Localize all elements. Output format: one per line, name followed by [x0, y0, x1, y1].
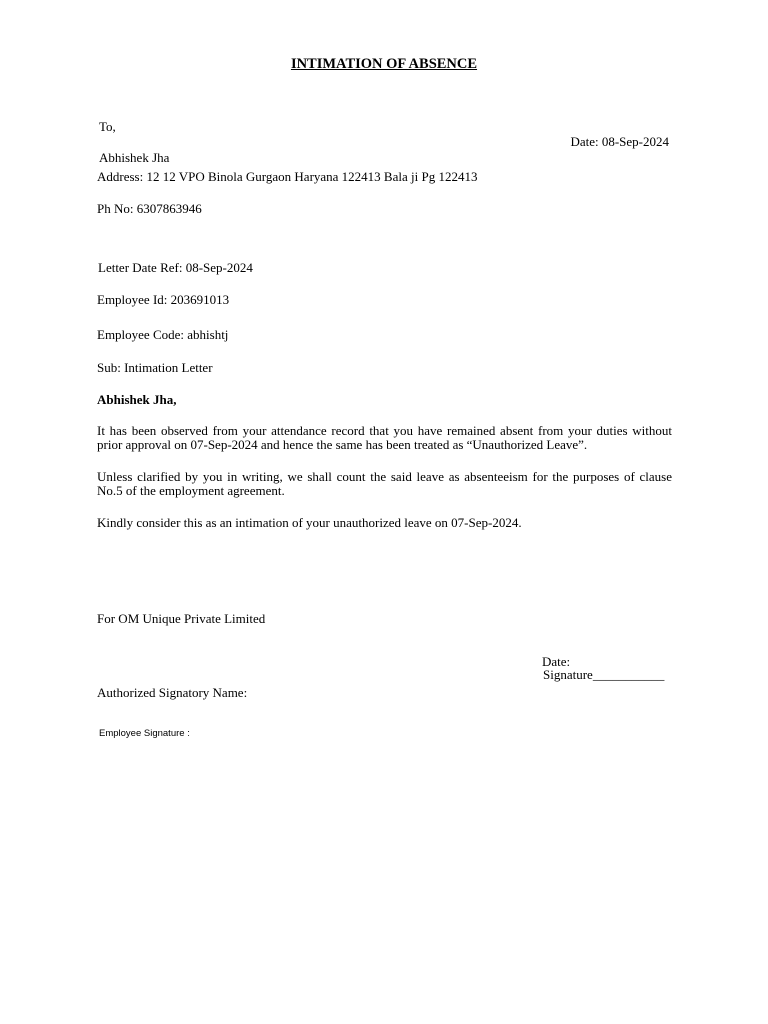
- paragraph-absence: It has been observed from your attendance record that you have remained absent from your duties without prior approval on 07-Sep-2024 and hence the same has been treated as “Unauthorized Leave”.: [97, 423, 672, 452]
- letter-date: Date: 08-Sep-2024: [570, 134, 669, 149]
- sign-date-label: Date:: [542, 654, 571, 669]
- recipient-phone: Ph No: 6307863946: [97, 201, 202, 216]
- employee-code: Employee Code: abhishtj: [97, 327, 229, 342]
- subject-line: Sub: Intimation Letter: [97, 360, 213, 375]
- employee-id: Employee Id: 203691013: [97, 292, 230, 307]
- paragraph-clause: Unless clarified by you in writing, we shall count the said leave as absenteeism for the purposes of clause No.5 of the employment agreement.: [97, 469, 672, 498]
- salutation: Abhishek Jha,: [97, 392, 177, 407]
- employee-signature: Employee Signature :: [99, 728, 190, 739]
- recipient-name: Abhishek Jha: [99, 150, 170, 165]
- letter-date-ref: Letter Date Ref: 08-Sep-2024: [98, 260, 253, 275]
- recipient-address: Address: 12 12 VPO Binola Gurgaon Haryana 122413 Bala ji Pg 122413: [97, 169, 478, 184]
- authorized-signatory: Authorized Signatory Name:: [97, 685, 248, 700]
- letter-title: INTIMATION OF ABSENCE: [290, 56, 478, 72]
- to-label: To,: [99, 119, 116, 134]
- paragraph-intimation: Kindly consider this as an intimation of your unauthorized leave on 07-Sep-2024.: [97, 515, 522, 530]
- signature-line: Signature___________: [543, 667, 665, 682]
- company-line: For OM Unique Private Limited: [97, 611, 266, 626]
